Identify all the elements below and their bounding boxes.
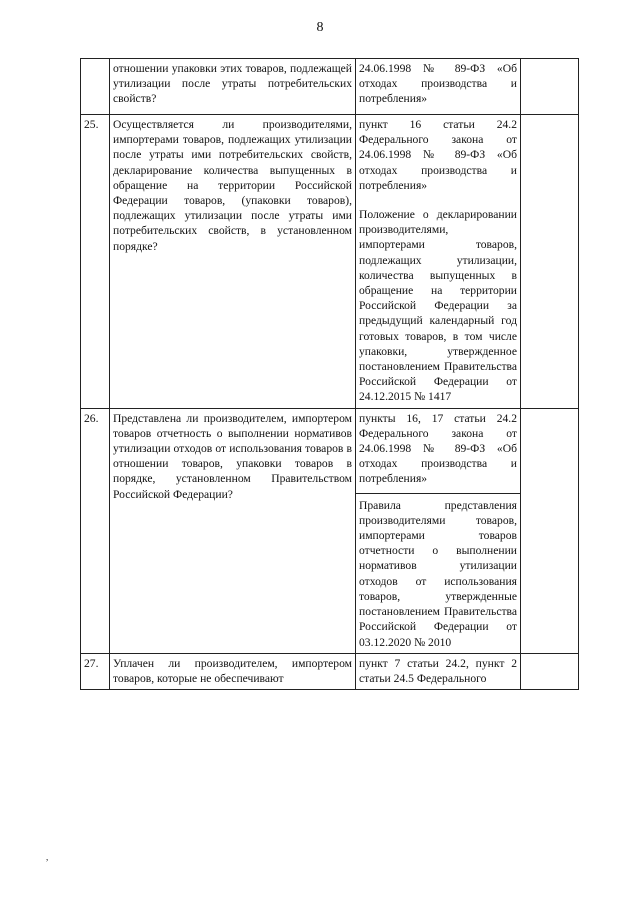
reference-cell: [356, 408, 521, 653]
page-number: 8: [316, 20, 324, 35]
row-number: [81, 59, 110, 115]
row-number: 25.: [81, 115, 110, 409]
legal-reference: Правила представления производителями товаров, импортерами товаров отчетности о выполнении нормативов утилизации отходов от использования товаров, утвержденные постановлением Правительства Российской Федерации от 03.12.2020 № 2010: [359, 498, 517, 649]
legal-reference: 24.06.1998 № 89-ФЗ «Об отходах производства и потребления»: [359, 62, 517, 106]
answer-cell: [521, 59, 579, 115]
question-cell: Представлена ли производителем, импортером товаров отчетность о выполнении нормативов утилизации отходов от использования товаров в отношении товаров, упаковки товаров в порядке, установленном Правительством Российской Федерации?: [110, 408, 356, 653]
table-row: [81, 115, 579, 409]
reference-cell: [356, 59, 521, 115]
row-number: 26.: [81, 408, 110, 653]
row-number: 27.: [81, 653, 110, 689]
legal-reference: пункт 16 статьи 24.2 Федерального закона от 24.06.1998 № 89-ФЗ «Об отходах производства и потребления»: [359, 118, 517, 192]
answer-cell: [521, 115, 579, 409]
checklist-table: [80, 58, 579, 690]
scan-mark: ,: [46, 852, 49, 862]
question-cell: Уплачен ли производителем, импортером товаров, которые не обеспечивают: [110, 653, 356, 689]
question-cell: отношении упаковки этих товаров, подлежащей утилизации после утраты потребительских свойств?: [110, 59, 356, 115]
legal-reference: Положение о декларировании производителями, импортерами товаров, подлежащих утилизации, количества выпущенных в обращение на территории Российской Федерации за предыдущий календарный год готовых товаров, в том числе упаковки, утвержденное постановлением Правительства Российской Федерации от 24.12.2015 № 1417: [359, 208, 517, 404]
table-row: [81, 653, 579, 689]
reference-cell: [356, 653, 521, 689]
legal-reference: пункты 16, 17 статьи 24.2 Федерального закона от 24.06.1998 № 89-ФЗ «Об отходах производства и потребления»: [359, 411, 517, 486]
question-cell: Осуществляется ли производителями, импортерами товаров, подлежащих утилизации после утраты ими потребительских свойств, декларирование количества выпущенных в обращение на территории Российской Федерации товаров, (упаковки товаров), подлежащих утилизации после утраты ими потребительских свойств, в установленном порядке?: [110, 115, 356, 409]
answer-cell: [521, 408, 579, 653]
reference-cell: [356, 115, 521, 409]
answer-cell: [521, 653, 579, 689]
table-row: [81, 408, 579, 653]
table-row: [81, 59, 579, 115]
reference-divider: [356, 493, 520, 494]
legal-reference: пункт 7 статьи 24.2, пункт 2 статьи 24.5 Федерального: [359, 656, 517, 685]
